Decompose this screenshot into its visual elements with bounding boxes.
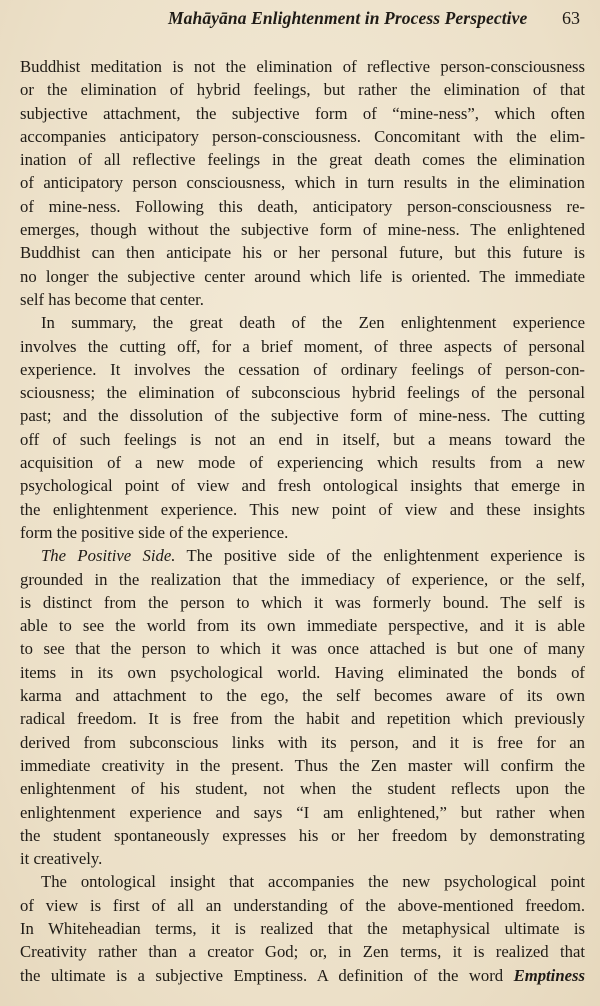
text-line: items in its own psychological world. Having eliminated the bonds of bbox=[20, 662, 585, 682]
text-line: of mine-ness. Following this death, anticipatory person-consciousness re- bbox=[20, 196, 585, 216]
text-line: of view is first of all an understanding of the above-mentioned freedom. bbox=[20, 895, 585, 915]
text-fragment: The positive side of the enlightenment experience is bbox=[175, 546, 585, 566]
text-line: is distinct from the person to which it was formerly bound. The self is bbox=[20, 592, 585, 612]
text-line: Creativity rather than a creator God; or, in Zen terms, it is realized that bbox=[20, 942, 585, 962]
text-line: it creatively. bbox=[20, 849, 103, 869]
text-line: the enlightenment experience. This new point of view and these insights bbox=[20, 499, 585, 519]
text-line: Buddhist can then anticipate his or her personal future, but this future is bbox=[20, 243, 585, 263]
text-fragment: the ultimate is a subjective Emptiness. A definition of the word bbox=[20, 965, 514, 985]
text-line: In Whiteheadian terms, it is realized that the metaphysical ultimate is bbox=[20, 918, 585, 938]
text-line: radical freedom. It is free from the habit and repetition which previously bbox=[20, 709, 585, 729]
text-line: emerges, though without the subjective form of mine-ness. The enlightened bbox=[20, 220, 585, 240]
emphasized-word: Emptiness bbox=[513, 965, 585, 985]
page-number: 63 bbox=[562, 8, 580, 28]
body-text bbox=[20, 55, 585, 987]
text-line: of anticipatory person consciousness, which in turn results in the elimination bbox=[20, 173, 585, 193]
text-line: no longer the subjective center around which life is oriented. The immediate bbox=[20, 266, 585, 286]
text-line: psychological point of view and fresh ontological insights that emerge in bbox=[20, 476, 585, 496]
text-line: subjective attachment, the subjective form of “mine-ness”, which often bbox=[20, 103, 585, 123]
text-line: In summary, the great death of the Zen enlightenment experience bbox=[41, 313, 585, 333]
text-line: or the elimination of hybrid feelings, but rather the elimination of that bbox=[20, 80, 585, 100]
text-line: self has become that center. bbox=[20, 289, 204, 309]
text-line: The ontological insight that accompanies the new psychological point bbox=[41, 872, 585, 892]
text-line: ination of all reflective feelings in the great death comes the elimination bbox=[20, 150, 585, 170]
text-line: involves the cutting off, for a brief moment, of three aspects of personal bbox=[20, 336, 585, 356]
running-header bbox=[168, 8, 580, 36]
text-line: karma and attachment to the ego, the self becomes aware of its own bbox=[20, 686, 585, 706]
text-line: enlightenment experience and says “I am enlightened,” but rather when bbox=[20, 802, 585, 822]
text-line: grounded in the realization that the immediacy of experience, or the self, bbox=[20, 569, 585, 589]
text-line: experience. It involves the cessation of ordinary feelings of person-con- bbox=[20, 359, 585, 379]
text-line bbox=[20, 544, 585, 567]
text-line: able to see the world from its own immediate perspective, and it is able bbox=[20, 616, 585, 636]
text-line: to see that the person to which it was once attached is but one of many bbox=[20, 639, 585, 659]
text-line: off of such feelings is not an end in itself, but a means toward the bbox=[20, 429, 585, 449]
running-title: Mahāyāna Enlightenment in Process Perspective bbox=[168, 8, 528, 28]
text-line: past; and the dissolution of the subjective form of mine-ness. The cutting bbox=[20, 406, 585, 426]
text-line: enlightenment of his student, not when the student reflects upon the bbox=[20, 779, 585, 799]
text-line: derived from subconscious links with its person, and it is free for an bbox=[20, 732, 585, 752]
text-line: acquisition of a new mode of experiencing which results from a new bbox=[20, 453, 585, 473]
section-heading: The Positive Side. bbox=[41, 546, 176, 566]
text-line bbox=[20, 964, 585, 987]
text-line: the student spontaneously expresses his or her freedom by demonstrating bbox=[20, 825, 585, 845]
text-line: immediate creativity in the present. Thus the Zen master will confirm the bbox=[20, 755, 585, 775]
text-line: accompanies anticipatory person-consciousness. Concomitant with the elim- bbox=[20, 126, 585, 146]
text-line: Buddhist meditation is not the elimination of reflective person-consciousness bbox=[20, 57, 585, 76]
text-line: form the positive side of the experience. bbox=[20, 522, 289, 542]
text-line: sciousness; the elimination of subconscious hybrid feelings of the personal bbox=[20, 383, 585, 403]
